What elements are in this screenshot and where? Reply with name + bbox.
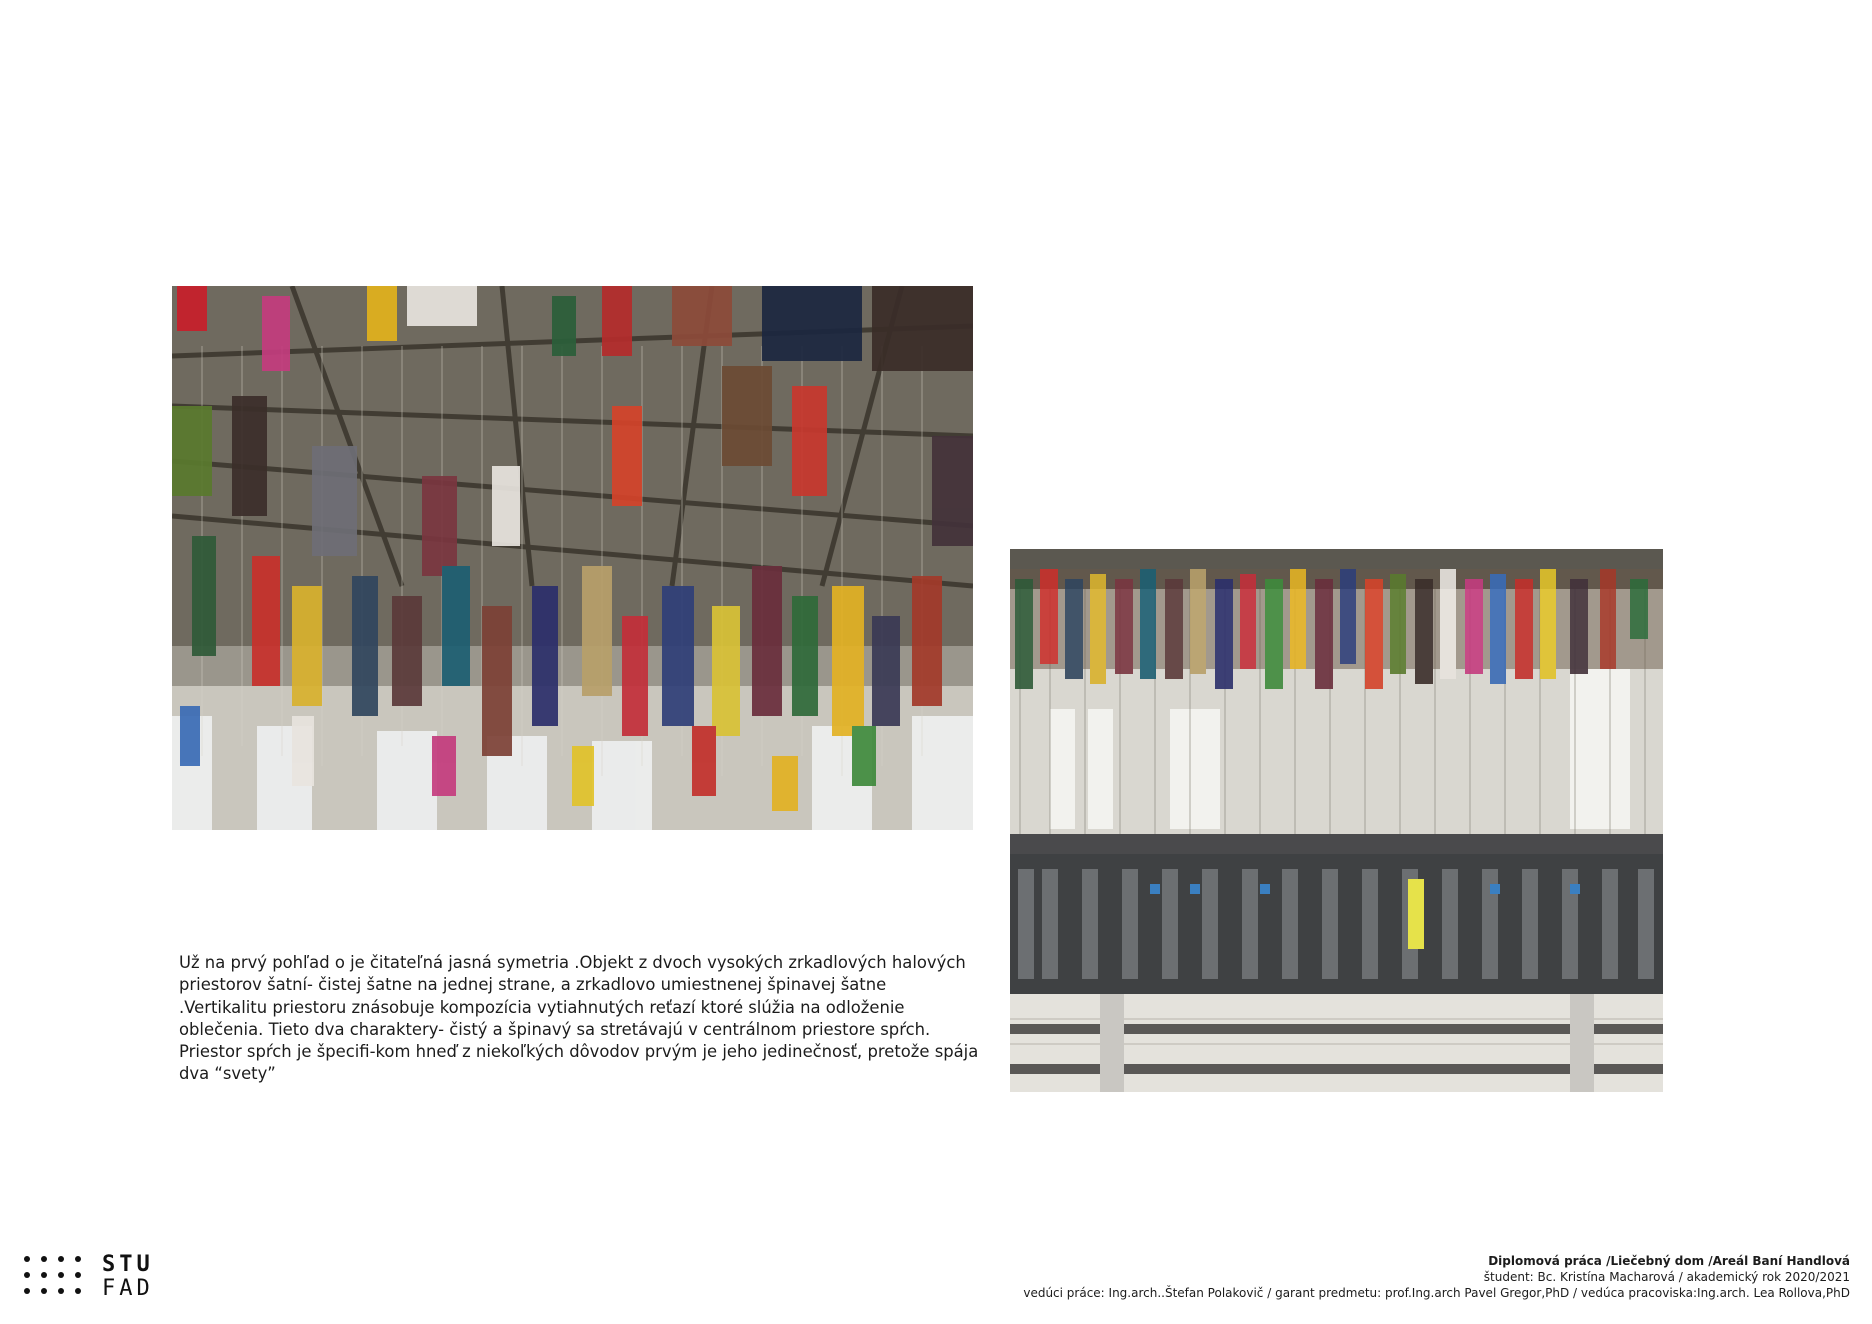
changing-room-image — [1010, 549, 1663, 1092]
logo-line-1: STU — [102, 1252, 154, 1277]
stu-fad-logo — [24, 1252, 164, 1302]
logo-line-2: FAD — [102, 1276, 154, 1301]
hanging-clothes-image — [172, 286, 973, 830]
credits-title: Diplomová práca /Liečebný dom /Areál Baní Handlová — [1488, 1254, 1850, 1268]
body-paragraph: Už na prvý pohľad o je čitateľná jasná symetria .Objekt z dvoch vysokých zrkadlových halových priestorov šatní- čistej šatne na jednej strane, a zrkadlovo umiestnenej špinavej šatne .Vertikalitu priestoru znásobuje kompozícia vytiahnutých reťazí ktoré slúžia na odloženie oblečenia. Tieto dva charaktery- čistý a špinavý sa stretávajú v centrálnom priestore spŕch. Priestor spŕch je špecifi-kom hneď z niekoľkých dôvodov prvým je jeho jedinečnosť, pretože spája dva “svety” — [179, 953, 979, 1084]
photo-hanging-clothes — [172, 286, 973, 830]
credits-block — [1023, 1253, 1850, 1301]
credits-supervisors: vedúci práce: Ing.arch..Štefan Polakovič / garant predmetu: prof.Ing.arch Pavel Gregor,PhD / vedúca pracoviska:Ing.arch. Lea Rollova,PhD — [1023, 1286, 1850, 1300]
credits-student: študent: Bc. Kristína Macharová / akademický rok 2020/2021 — [1483, 1270, 1850, 1284]
logo-dots-icon — [24, 1256, 90, 1300]
photo-changing-room — [1010, 549, 1663, 1092]
